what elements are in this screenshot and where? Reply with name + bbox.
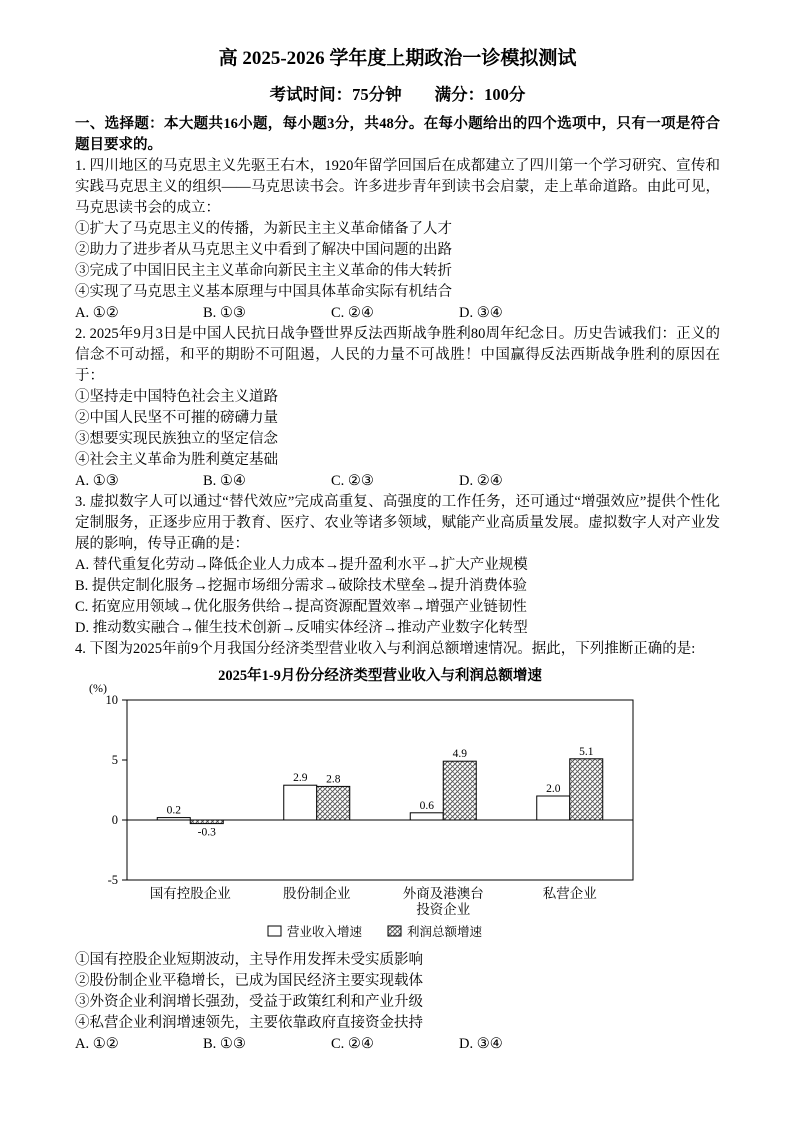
q3-option-d: D. 推动数实融合→催生技术创新→反哺实体经济→推动产业数字化转型 <box>75 620 528 636</box>
q4-choices-row <box>75 1034 720 1055</box>
bar <box>190 820 223 824</box>
question-3 <box>75 492 720 639</box>
category-label: 私营企业 <box>542 886 597 901</box>
bar <box>570 759 603 820</box>
section-heading: 一、选择题：本大题共16小题，每小题3分，共48分。在每小题给出的四个选项中，只有一项是符合题目要求的。 <box>75 116 720 153</box>
q1-choice-d: D. ③④ <box>459 305 503 321</box>
q2-item-2: ②中国人民坚不可摧的磅礴力量 <box>75 410 278 426</box>
q1-item-2: ②助力了进步者从马克思主义中看到了解决中国问题的出路 <box>75 242 452 258</box>
y-tick-label: 10 <box>105 693 118 707</box>
q4-choice-c: C. ②④ <box>331 1036 374 1052</box>
bar-value-label: 2.0 <box>546 783 561 795</box>
bar <box>317 786 350 820</box>
question-2 <box>75 324 720 492</box>
q4-choice-a: A. ①② <box>75 1036 119 1052</box>
q2-item-4: ④社会主义革命为胜利奠定基础 <box>75 452 278 468</box>
question-4 <box>75 639 720 1055</box>
q1-stem: 1. 四川地区的马克思主义先驱王右木，1920年留学回国后在成都建立了四川第一个学习研究、宣传和实践马克思主义的组织——马克思读书会。许多进步青年到读书会启蒙，走上革命道路。由此可见，马克思读书会的成立： <box>75 158 720 216</box>
q2-choice-a: A. ①③ <box>75 473 119 489</box>
category-label: 外商及港澳台 <box>402 886 484 901</box>
bar <box>284 785 317 820</box>
bar-value-label: 0.6 <box>419 799 434 812</box>
legend-label: 利润总额增速 <box>407 925 483 939</box>
q1-choice-b: B. ①③ <box>203 305 246 321</box>
bar-value-label: 2.9 <box>293 772 308 785</box>
q4-chart <box>75 664 720 946</box>
q3-option-c: C. 拓宽应用领域→优化服务供给→提高资源配置效率→增强产业链韧性 <box>75 599 527 615</box>
category-label: 投资企业 <box>416 902 471 917</box>
bar-value-label: 4.9 <box>452 748 467 761</box>
q3-option-b: B. 提供定制化服务→挖掘市场细分需求→破除技术壁垒→提升消费体验 <box>75 578 527 594</box>
q2-choices-row <box>75 471 720 492</box>
q4-item-1: ①国有控股企业短期波动，主导作用发挥未受实质影响 <box>75 952 423 968</box>
legend-swatch <box>388 926 401 936</box>
category-label: 股份制企业 <box>283 886 351 901</box>
bar <box>157 818 190 820</box>
q4-item-2: ②股份制企业平稳增长，已成为国民经济主要实现载体 <box>75 973 423 989</box>
category-label: 国有控股企业 <box>149 886 231 901</box>
q4-stem: 4. 下图为2025年前9个月我国分经济类型营业收入与利润总额增速情况。据此，下列推断正确的是: <box>75 641 696 657</box>
question-1 <box>75 156 720 324</box>
q1-choice-c: C. ②④ <box>331 305 374 321</box>
bar-value-label: -0.3 <box>197 826 216 839</box>
exam-title: 高 2025-2026 学年度上期政治一诊模拟测试 <box>218 48 577 69</box>
q3-stem: 3. 虚拟数字人可以通过“替代效应”完成高重复、高强度的工作任务，还可通过“增强效应”提供个性化定制服务，正逐步应用于教育、医疗、农业等诸多领域，赋能产业高质量发展。虚拟数字人对产业发展的影响，传导正确的是： <box>75 494 720 552</box>
q3-option-a: A. 替代重复化劳动→降低企业人力成本→提升盈利水平→扩大产业规模 <box>75 557 528 573</box>
q4-item-3: ③外资企业利润增长强劲，受益于政策红利和产业升级 <box>75 994 423 1010</box>
q4-item-4: ④私营企业利润增速领先，主要依靠政府直接资金扶持 <box>75 1015 423 1031</box>
q2-choice-b: B. ①④ <box>203 473 246 489</box>
q1-choices-row <box>75 303 720 324</box>
bar-value-label: 5.1 <box>579 745 594 758</box>
q2-stem: 2. 2025年9月3日是中国人民抗日战争暨世界反法西斯战争胜利80周年纪念日。历史告诫我们：正义的信念不可动摇，和平的期盼不可阻遏，人民的力量不可战胜！中国赢得反法西斯战争胜利的原因在于： <box>75 326 720 384</box>
q2-item-3: ③想要实现民族独立的坚定信念 <box>75 431 278 447</box>
bar <box>410 813 443 820</box>
bar <box>443 761 476 820</box>
bar-value-label: 2.8 <box>326 773 341 786</box>
q1-item-3: ③完成了中国旧民主主义革命向新民主主义革命的伟大转折 <box>75 263 452 279</box>
q1-item-1: ①扩大了马克思主义的传播，为新民主主义革命储备了人才 <box>75 221 452 237</box>
bar-value-label: 0.2 <box>166 804 181 817</box>
exam-subtitle: 考试时间：75分钟 满分：100分 <box>269 85 526 104</box>
q4-choice-d: D. ③④ <box>459 1036 503 1052</box>
q2-choice-c: C. ②③ <box>331 473 374 489</box>
q2-item-1: ①坚持走中国特色社会主义道路 <box>75 389 278 405</box>
y-tick-label: 5 <box>111 753 118 767</box>
y-tick-label: -5 <box>107 873 118 887</box>
bar <box>537 796 570 820</box>
q4-chart-svg <box>75 664 705 946</box>
y-axis-unit-label: (%) <box>89 681 107 695</box>
q2-choice-d: D. ②④ <box>459 473 503 489</box>
chart-title: 2025年1-9月份分经济类型营业收入与利润总额增速 <box>218 668 542 684</box>
q1-item-4: ④实现了马克思主义基本原理与中国具体革命实际有机结合 <box>75 284 452 300</box>
q4-choice-b: B. ①③ <box>203 1036 246 1052</box>
q1-choice-a: A. ①② <box>75 305 119 321</box>
legend-label: 营业收入增速 <box>287 925 363 939</box>
y-tick-label: 0 <box>111 813 118 827</box>
legend-swatch <box>268 926 281 936</box>
